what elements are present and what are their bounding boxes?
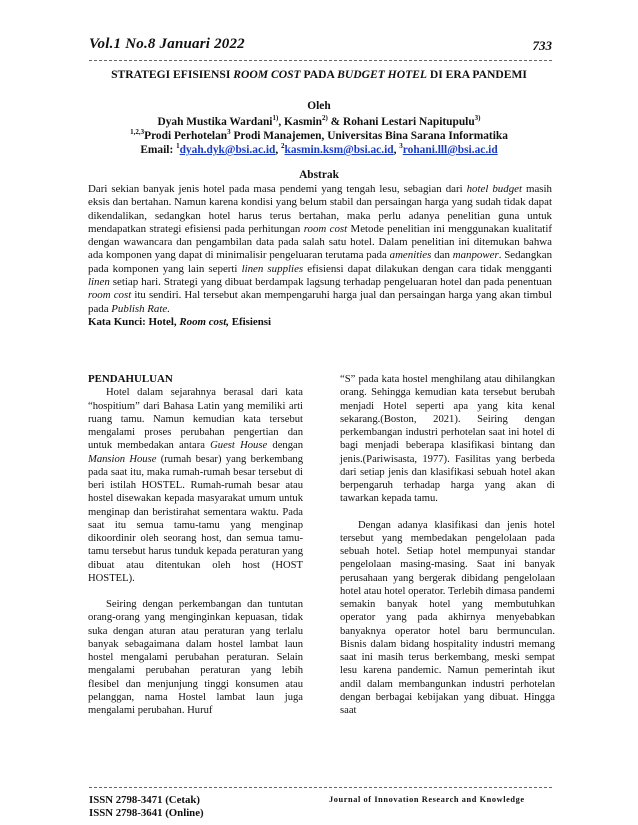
header-rule [89, 60, 552, 61]
footer-rule [89, 787, 552, 788]
paper-title: STRATEGI EFISIENSI ROOM COST PADA BUDGET HOTEL DI ERA PANDEMI [111, 68, 527, 81]
paragraph: Dengan adanya klasifikasi dan jenis hotel tersebut yang membedakan pengelolaan pada sebuah hotel. Setiap hotel mempunyai standar pengelolaan masing-masing. Saat ini banyak perusahaan yang bergerak dibidang pengelolaan hotel atau hotel operator. Terlebih dimasa pandemi semakin banyak hotel yang membutuhkan operator yang pada akhirnya menyebabkan banyaknya operator hotel baru bermunculan. Bisnis dalam bidang hospitality industri memang saat ini masih terus berkembang, meski sempat lesu karena pandemic. Namun pemerintah ikut andil dalam membangunkan industri perhotelan dengan berbagai kebijakan yang dibuat. Hingga saat [340, 519, 555, 716]
keywords: Kata Kunci: Hotel, Room cost, Efisiensi [88, 315, 272, 328]
paragraph: Seiring dengan perkembangan dan tuntutan orang-orang yang menginginkan kepuasan, tidak suka dengan aturan atau peraturan yang terlalu banyak sebagaimana dalam hostel lambat laun hostel mengalami perubahan peraturan. Selain mengalami perubahan peraturan yang lebih flesibel dan menjunjung tinggi konsumen atau pelanggan, nama Hostel lambat laun juga mengalami perubahan. Huruf [88, 599, 303, 716]
running-header [89, 36, 552, 58]
by-label: Oleh [307, 100, 331, 112]
author-line: Dyah Mustika Wardani$^{1)}$, Kasmin$^{2)}$ & Rohani Lestari Napitupulu$^{3)}$ [157, 114, 481, 128]
email-link-3[interactable]: rohani.lll@bsi.ac.id [402, 143, 498, 156]
abstract-body: Dari sekian banyak jenis hotel pada masa pendemi yang tengah lesu, sebagian dari hotel budget masih eksis dan bertahan. Namun karena kondisi yang belum stabil dan persaingan harga yang sudah tidak dapat dikendalikan, sedangkan hotel harus terus bertahan, maka perlu adanya penelitian guna untuk mendapatkan strategi efisiensi pada perhitungan room cost Metode penelitian ini menggunakan kualitatif dengan wawancara dan pengambilan data pada salah satu hotel. Dalam penelitian ini ditemukan bahwa ada komponen yang dapat di minimalisir pengeluaran terutama pada amenities dan manpower. Sedangkan pada komponen yang lain seperti linen supplies efisiensi dapat dilakukan dengan cara tidak mengganti linen setiap hari. Strategi yang dibuat berdampak lagsung terhadap pengeluaran hotel dan pada penentuan room cost itu sendiri. Hal tersebut akan mempengaruhi harga jual dan persaingan harga yang akan timbul pada Publish Rate. Kata Kunci: Hotel, Room cost, Efisiensi [88, 183, 553, 328]
left-column [88, 373, 303, 717]
email-link-2[interactable]: kasmin.ksm@bsi.ac.id [284, 143, 394, 156]
section-heading: PENDAHULUAN [88, 373, 173, 385]
email-line: Email: $^1$dyah.dyk@bsi.ac.id, $^2$kasmin.ksm@bsi.ac.id, $^3$rohani.lll@bsi.ac.id [140, 142, 498, 156]
right-column [340, 373, 555, 717]
volume-label: Vol.1 No.8 Januari 2022 [89, 36, 245, 52]
issn-print: ISSN 2798-3471 (Cetak) [89, 794, 200, 806]
abstract-heading: Abstrak [299, 169, 339, 181]
issn-online: ISSN 2798-3641 (Online) [89, 807, 204, 819]
issn-block [89, 794, 204, 820]
affiliation-line: $^{1,2,3}$Prodi Perhotelan$^3$ Prodi Manajemen, Universitas Bina Sarana Informatika [130, 128, 508, 142]
journal-name: Journal of Innovation Research and Knowledge [329, 795, 525, 804]
email-link-1[interactable]: dyah.dyk@bsi.ac.id [179, 143, 276, 156]
paragraph: Hotel dalam sejarahnya berasal dari kata “hospitium” dari Bahasa Latin yang memiliki arti ruang tamu. Namun kemudian kata tersebut mengalami proses perubahan pengertian dan untuk membedakan antara Guest House dengan Mansion House (rumah besar) yang berkembang pada saat itu, maka rumah-rumah besar tersebut di beri istilah HOSTEL. Rumah-rumah besar atau hostel disewakan kepada masyarakat umum untuk menginap dan beristirahat sementara waktu. Pada saat itu semua tamu-tamu yang menginap dikoordinir oleh seorang host, dan semua tamu-tamu tersebut harus tunduk kepada peraturan yang dibuat atau ditentukan oleh host (HOST HOSTEL). [88, 387, 304, 584]
page-number: 733 [532, 38, 552, 53]
paragraph: “S” pada kata hostel menghilang atau dihilangkan orang. Sehingga kemudian kata tersebut berubah menjadi Hotel seperti apa yang kita kenal sekarang.(Boston, 2021). Seiring dengan perkembangan industri perhotelan saat ini hotel di bagi menjadi beberapa klasifikasi bintang dan jenis.(Pariwisasta, 1977). Fasilitas yang berbeda dari setiap jenis dan klasifikasi sebuah hotel akan berpengaruh terhadap harga yang akan di tawarkan kepada tamu. [340, 374, 555, 505]
